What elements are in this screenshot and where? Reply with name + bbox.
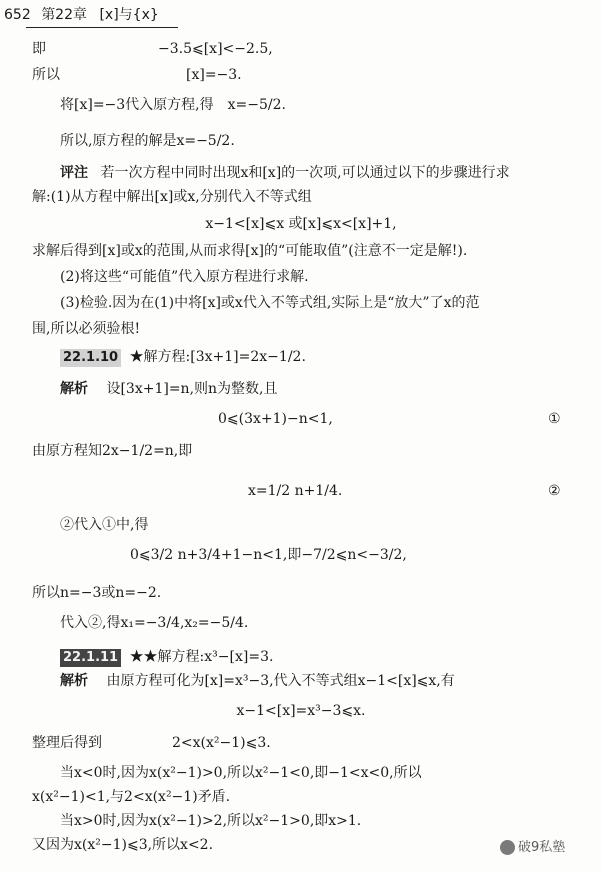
text-line: ②代入①中,得	[60, 517, 149, 533]
formula-line: x=1/2 n+1/4.	[248, 483, 343, 499]
text-line: 所以 [x]=−3.	[32, 67, 242, 83]
equation-mark-1: ①	[548, 411, 561, 427]
analysis-text: 由原方程可化为[x]=x³−3,代入不等式组x−1<[x]⩽x,有	[106, 673, 455, 689]
text-line: (3)检验.因为在(1)中将[x]或x代入不等式组,实际上是“放大”了x的范	[60, 295, 480, 311]
text-line: 求解后得到[x]或x的范围,从而求得[x]的“可能取值”(注意不一定是解!).	[32, 243, 468, 259]
note-label: 评注	[60, 165, 88, 181]
page-number: 652	[4, 7, 31, 23]
analysis-label: 解析	[60, 381, 88, 397]
text-line: 整理后得到 2<x(x²−1)⩽3.	[32, 735, 271, 751]
analysis-text: 设[3x+1]=n,则n为整数,且	[106, 381, 278, 397]
text-line: 代入②,得x₁=−3/4,x₂=−5/4.	[60, 615, 249, 631]
note-paragraph	[60, 164, 510, 182]
problem-number: 22.1.11	[60, 649, 121, 667]
formula-line: x−1<[x]=x³−3⩽x.	[236, 703, 366, 719]
equation-mark-2: ②	[548, 483, 561, 499]
problem-header	[60, 348, 306, 367]
watermark	[500, 836, 565, 855]
chapter-label: 第22章	[41, 7, 88, 23]
text-line: 又因为x(x²−1)⩽3,所以x<2.	[32, 837, 214, 853]
page-header	[4, 6, 159, 24]
text-line: 所以n=−3或n=−2.	[32, 585, 162, 601]
problem-header	[60, 648, 273, 667]
text-line: 当x<0时,因为x(x²−1)>0,所以x²−1<0,即−1<x<0,所以	[60, 765, 422, 781]
problem-statement: ★解方程:[3x+1]=2x−1/2.	[129, 349, 306, 365]
formula-line: 0⩽(3x+1)−n<1,	[218, 411, 333, 427]
text-line: 由原方程知2x−1/2=n,即	[32, 443, 193, 459]
text-line: 当x>0时,因为x(x²−1)>2,所以x²−1>0,即x>1.	[60, 813, 362, 829]
wechat-icon	[500, 840, 515, 855]
text-line: 围,所以必须验根!	[32, 321, 141, 337]
note-text: 若一次方程中同时出现x和[x]的一次项,可以通过以下的步骤进行求	[100, 165, 510, 181]
text-line: 即 −3.5⩽[x]<−2.5,	[32, 41, 273, 57]
chapter-title: [x]与{x}	[99, 7, 159, 23]
formula-line: x−1<[x]⩽x 或[x]⩽x<[x]+1,	[205, 216, 397, 232]
formula-line: 0⩽3/2 n+3/4+1−n<1,即−7/2⩽n<−3/2,	[130, 547, 407, 563]
problem-number: 22.1.10	[60, 349, 121, 367]
text-line: 所以,原方程的解是x=−5/2.	[60, 133, 235, 149]
watermark-text: 破9私塾	[518, 840, 566, 855]
text-line: x(x²−1)<1,与2<x(x²−1)矛盾.	[32, 789, 231, 805]
text-line: (2)将这些“可能值”代入原方程进行求解.	[60, 269, 309, 285]
header-rule	[26, 27, 178, 28]
text-line: 将[x]=−3代入原方程,得 x=−5/2.	[60, 97, 286, 113]
text-line: 解:(1)从方程中解出[x]或x,分别代入不等式组	[32, 189, 312, 205]
problem-statement: ★★解方程:x³−[x]=3.	[129, 649, 274, 665]
analysis-line	[60, 672, 455, 690]
analysis-line	[60, 380, 277, 398]
analysis-label: 解析	[60, 673, 88, 689]
